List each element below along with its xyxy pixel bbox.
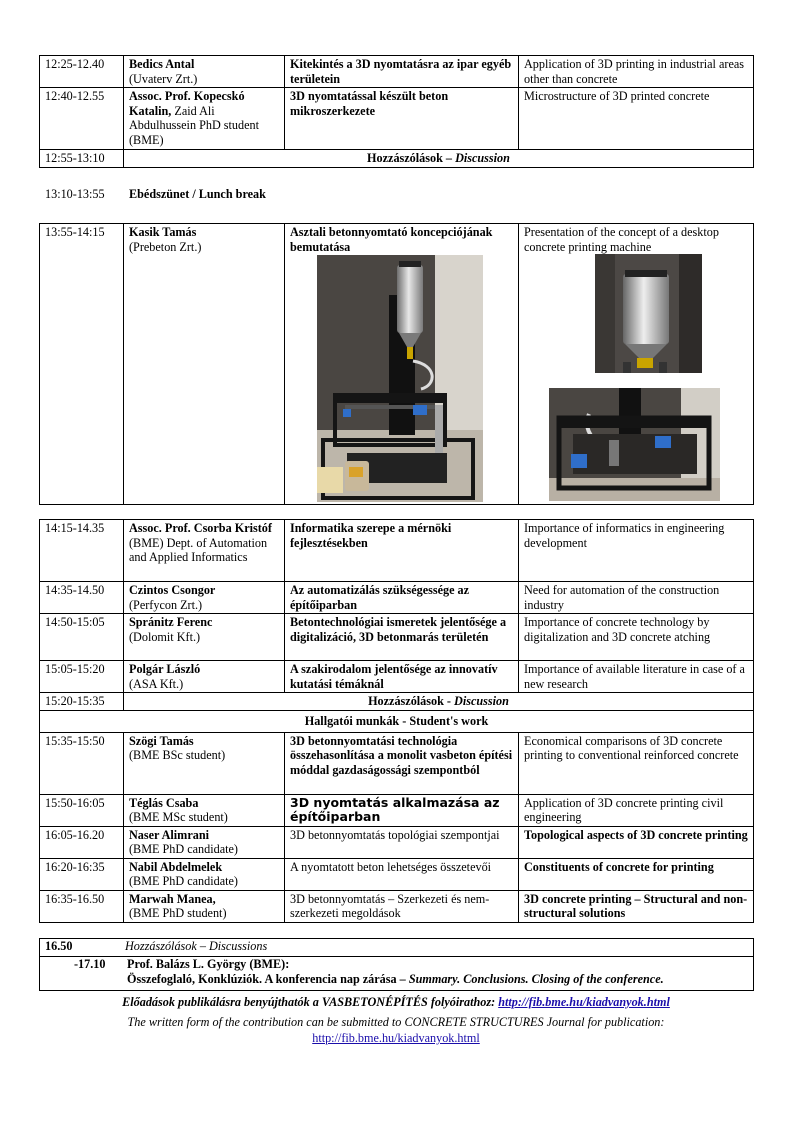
time-cell: 14:50-15:05 — [40, 614, 124, 661]
title-en-cell: 3D concrete printing – Structural and non-structural solutions — [519, 890, 754, 922]
closing-discussion-label: Hozzászólások – Discussions — [125, 939, 268, 953]
closing-title-hu: Összefoglaló, Konklúziók. A konferencia nap zárása – — [127, 971, 406, 986]
time-cell: 16:20-16:35 — [40, 858, 124, 890]
footer-line-hu — [39, 994, 753, 1010]
speaker-affiliation: Zaid Ali Abdulhussein PhD student (BME) — [129, 103, 260, 147]
speaker-affiliation: (Uvaterv Zrt.) — [129, 71, 198, 86]
lunch-label: Ebédszünet / Lunch break — [129, 187, 266, 201]
table-row — [40, 826, 754, 858]
speaker-cell — [124, 826, 285, 858]
closing-title-en: Summary. Conclusions. Closing of the conference. — [408, 971, 664, 986]
time-cell: 15:35-15:50 — [40, 732, 124, 794]
time-cell: 13:55-14:15 — [40, 224, 124, 505]
closing-table — [39, 938, 754, 991]
speaker-name: Kasik Tamás — [129, 225, 197, 239]
speaker-affiliation: (BME PhD candidate) — [129, 874, 238, 888]
speaker-affiliation: (ASA Kft.) — [129, 676, 184, 691]
speaker-affiliation: (Dolomit Kft.) — [129, 629, 201, 644]
speaker-affiliation: (BME MSc student) — [129, 810, 228, 824]
title-hu-cell: 3D nyomtatás alkalmazása az építőiparban — [285, 794, 519, 826]
title-en-cell: Constituents of concrete for printing — [519, 858, 754, 890]
speaker-name: Marwah Manea, — [129, 891, 216, 906]
time-cell: 12:25-12.40 — [40, 56, 124, 88]
discussion-label-hu: Hozzászólások - — [368, 694, 451, 708]
footer-text-en: The written form of the contribution can be submitted to CONCRETE STRUCTURES Journal for publication: — [127, 1015, 665, 1029]
speaker-cell — [124, 890, 285, 922]
printer-cylinder-photo — [595, 254, 702, 373]
lunch-time: 13:10-13:55 — [45, 187, 105, 201]
footer-link-hu[interactable]: http://fib.bme.hu/kiadvanyok.html — [498, 995, 670, 1009]
title-hu-cell: Asztali betonnyomtató koncepciójának bemutatása — [285, 224, 519, 505]
table-row — [40, 661, 754, 693]
discussion-label-en: Discussion — [455, 151, 510, 165]
footer-text-hu: Előadások publikálásra benyújthatók a VASBETONÉPÍTÉS folyóirathoz: — [122, 995, 496, 1009]
speaker-name: Naser Alimrani — [129, 827, 210, 842]
discussion-row — [40, 150, 754, 168]
table-row — [40, 582, 754, 614]
discussion-cell — [124, 150, 754, 168]
speaker-cell — [124, 661, 285, 693]
students-header-row — [40, 710, 754, 732]
closing-cell — [40, 957, 754, 991]
table-row — [40, 890, 754, 922]
time-cell: 16:35-16.50 — [40, 890, 124, 922]
speaker-affiliation: (BME BSc student) — [129, 748, 226, 762]
title-hu-cell: A szakirodalom jelentősége az innovatív kutatási témáknál — [285, 661, 519, 693]
time-cell: 14:15-14.35 — [40, 520, 124, 582]
closing-row — [40, 957, 754, 991]
title-hu-cell: Informatika szerepe a mérnöki fejlesztésekben — [285, 520, 519, 582]
speaker-name: Nabil Abdelmelek — [129, 859, 223, 874]
speaker-cell — [124, 858, 285, 890]
closing-time: -17.10 — [74, 957, 106, 971]
title-en-cell: Need for automation of the construction industry — [519, 582, 754, 614]
title-en-cell: Application of 3D concrete printing civil engineering — [519, 794, 754, 826]
title-hu-cell: Kitekintés a 3D nyomtatásra az ipar egyéb területein — [285, 56, 519, 88]
title-en-cell: Microstructure of 3D printed concrete — [519, 88, 754, 150]
speaker-name: Téglás Csaba — [129, 795, 199, 810]
desktop-printer-photo — [317, 255, 483, 502]
title-hu-cell: 3D betonnyomtatás topológiai szempontjai — [285, 826, 519, 858]
time-cell: 15:20-15:35 — [40, 693, 124, 711]
speaker-name: Szögi Tamás — [129, 733, 194, 748]
title-en-cell: Application of 3D printing in industrial areas other than concrete — [519, 56, 754, 88]
table-row — [40, 88, 754, 150]
speaker-name: Assoc. Prof. Csorba Kristóf — [129, 521, 272, 535]
table-row — [40, 732, 754, 794]
speaker-cell — [124, 520, 285, 582]
table-row — [40, 858, 754, 890]
time-cell: 12:40-12.55 — [40, 88, 124, 150]
time-cell: 16:05-16.20 — [40, 826, 124, 858]
students-header: Hallgatói munkák - Student's work — [40, 710, 754, 732]
closing-discussion-time: 16.50 — [45, 939, 73, 953]
title-hu-cell: 3D nyomtatással készült beton mikroszerkezete — [285, 88, 519, 150]
time-cell: 15:50-16:05 — [40, 794, 124, 826]
speaker-affiliation: (BME PhD candidate) — [129, 842, 238, 856]
speaker-name: Czintos Csongor — [129, 583, 216, 597]
time-cell: 14:35-14.50 — [40, 582, 124, 614]
footer-line-en-link — [39, 1030, 753, 1046]
title-en-cell: Economical comparisons of 3D concrete printing to conventional reinforced concrete — [519, 732, 754, 794]
table-row — [40, 520, 754, 582]
time-cell: 15:05-15:20 — [40, 661, 124, 693]
speaker-cell — [124, 56, 285, 88]
discussion-row — [40, 693, 754, 711]
closing-discussion-row — [40, 939, 754, 957]
title-hu-cell: 3D betonnyomtatás – Szerkezeti és nem-szerkezeti megoldások — [285, 890, 519, 922]
speaker-cell — [124, 732, 285, 794]
speaker-affiliation: (BME) Dept. of Automation and Applied Informatics — [129, 535, 268, 564]
title-en-cell: Importance of available literature in case of a new research — [519, 661, 754, 693]
speaker-cell — [124, 224, 285, 505]
printer-bed-photo — [549, 388, 720, 501]
closing-speaker: Prof. Balázs L. György (BME): — [127, 957, 290, 971]
title-hu-cell: 3D betonnyomtatási technológia összehasonlítása a monolit vasbeton építési móddal gazdaságossági szempontból — [285, 732, 519, 794]
title-en-cell: Presentation of the concept of a desktop concrete printing machine — [519, 224, 754, 505]
discussion-label-en: Discussion — [454, 694, 509, 708]
footer-link-en[interactable]: http://fib.bme.hu/kiadvanyok.html — [312, 1031, 480, 1045]
time-cell: 12:55-13:10 — [40, 150, 124, 168]
publication-footer — [39, 994, 753, 1046]
speaker-cell — [124, 582, 285, 614]
speaker-affiliation: (Prebeton Zrt.) — [129, 239, 202, 254]
table-row — [40, 794, 754, 826]
speaker-name: Assoc. Prof. Kopecskó Katalin, — [129, 89, 245, 118]
title-en-cell: Topological aspects of 3D concrete printing — [519, 826, 754, 858]
title-en-cell: Importance of concrete technology by digitalization and 3D concrete atching — [519, 614, 754, 661]
title-hu-cell: Az automatizálás szükségessége az építőiparban — [285, 582, 519, 614]
speaker-name: Bedics Antal — [129, 57, 195, 71]
lunch-break — [45, 187, 745, 202]
discussion-label-hu: Hozzászólások – — [367, 151, 453, 165]
title-hu-cell: Betontechnológiai ismeretek jelentősége a digitalizáció, 3D betonmarás területén — [285, 614, 519, 661]
table-row — [40, 56, 754, 88]
title-en-cell: Importance of informatics in engineering development — [519, 520, 754, 582]
discussion-cell — [124, 693, 754, 711]
speaker-affiliation: (BME PhD student) — [129, 906, 227, 920]
speaker-cell — [124, 614, 285, 661]
speaker-cell — [124, 88, 285, 150]
closing-discussion-cell — [40, 939, 754, 957]
schedule-table-morning — [39, 55, 754, 168]
title-hu-cell: A nyomtatott beton lehetséges összetevői — [285, 858, 519, 890]
speaker-name: Spránitz Ferenc — [129, 615, 213, 629]
speaker-cell — [124, 794, 285, 826]
table-row — [40, 614, 754, 661]
speaker-affiliation: (Perfycon Zrt.) — [129, 597, 203, 612]
schedule-table-afternoon — [39, 519, 754, 923]
speaker-name: Polgár László — [129, 662, 201, 676]
